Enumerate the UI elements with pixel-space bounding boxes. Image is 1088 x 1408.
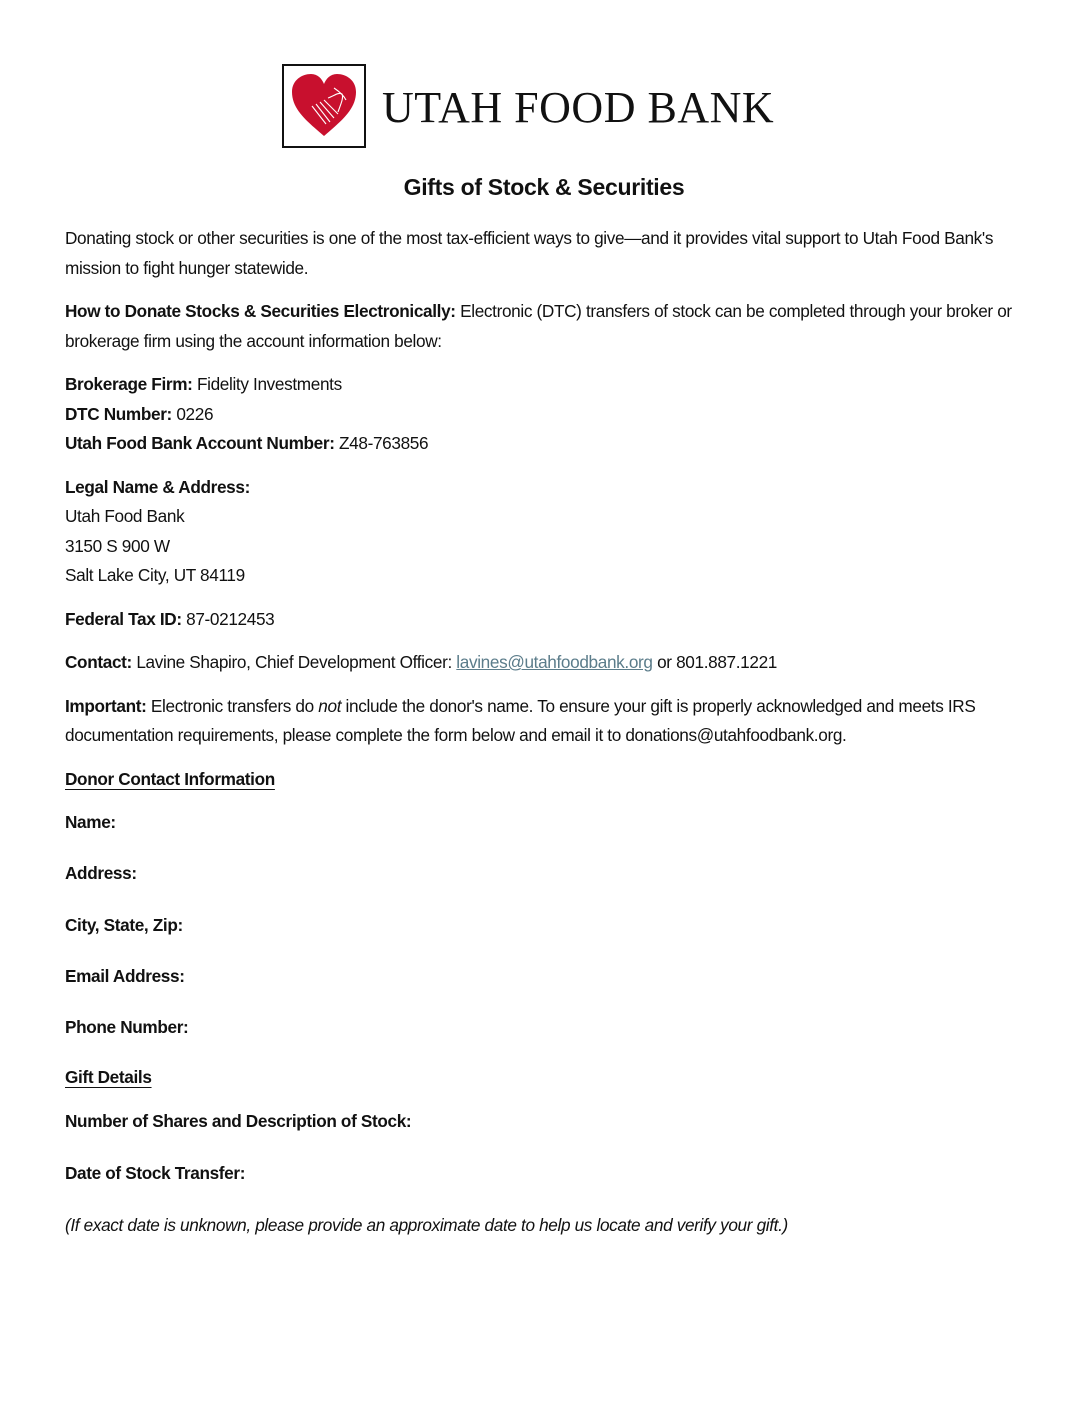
dtc-value: 0226: [171, 403, 214, 424]
legal-label: [65, 473, 1025, 503]
logo-text: UTAH FOOD BANK: [382, 83, 775, 132]
how-to-label: How to Donate Stocks & Securities Electronically:: [65, 301, 456, 321]
utah-food-bank-logo: [282, 64, 774, 148]
donor-section-heading: Donor Contact Information: [65, 768, 275, 789]
contact-line: [65, 648, 1025, 678]
account-line: [65, 429, 1025, 459]
important-paragraph: [65, 692, 1025, 751]
account-label: Utah Food Bank Account Number:: [65, 433, 335, 453]
tax-id-value: 87-0212453: [181, 608, 275, 629]
how-to-paragraph: [65, 297, 1025, 356]
important-text-after: include the donor's name. To ensure your gift is properly acknowledged and meets IRS documentation requirements, please complete the form below and email it to donations@utahfoodbank.org.: [65, 695, 976, 745]
heart-hands-icon: [282, 64, 366, 148]
account-value: Z48-763856: [334, 433, 429, 453]
donor-fields: [65, 808, 1025, 1063]
important-text-before: Electronic transfers do: [146, 695, 319, 716]
field-shares-description[interactable]: Number of Shares and Description of Stock:: [65, 1110, 412, 1131]
page-title: Gifts of Stock & Securities: [403, 174, 685, 200]
contact-label: Contact:: [65, 652, 132, 672]
intro-paragraph: Donating stock or other securities is one of the most tax-efficient ways to give—and it provides vital support to Utah Food Bank's mission to fight hunger statewide.: [65, 228, 994, 278]
contact-phone: or 801.887.1221: [652, 652, 778, 672]
field-email-address[interactable]: Email Address:: [65, 966, 185, 986]
dtc-label: DTC Number:: [65, 403, 172, 424]
important-label: Important:: [65, 695, 147, 716]
legal-city: Salt Lake City, UT 84119: [65, 565, 245, 585]
contact-email-link[interactable]: lavines@utahfoodbank.org: [456, 652, 653, 672]
tax-id-label: Federal Tax ID:: [65, 608, 182, 629]
contact-text: Lavine Shapiro, Chief Development Officer:: [131, 652, 457, 672]
tax-id-line: [65, 605, 1025, 635]
account-info: [65, 370, 1025, 459]
field-phone-number[interactable]: Phone Number:: [65, 1017, 189, 1037]
field-name[interactable]: Name:: [65, 812, 116, 832]
how-to-text: Electronic (DTC) transfers of stock can be completed through your broker or brokerage firm using the account information below:: [65, 301, 1012, 351]
gift-fields: [65, 1107, 1025, 1211]
important-emphasis: not: [318, 695, 342, 716]
field-address[interactable]: Address:: [65, 863, 137, 883]
field-transfer-date[interactable]: Date of Stock Transfer:: [65, 1162, 246, 1183]
legal-name: Utah Food Bank: [65, 506, 185, 526]
brokerage-line: [65, 370, 1025, 400]
brokerage-value: Fidelity Investments: [192, 374, 342, 394]
legal-street: 3150 S 900 W: [65, 535, 170, 556]
dtc-line: [65, 400, 1025, 430]
legal-label-text: Legal Name & Address:: [65, 476, 250, 497]
legal-address: [65, 473, 1025, 591]
date-note: (If exact date is unknown, please provide an approximate date to help us locate and verify your gift.): [65, 1214, 788, 1235]
field-city-state-zip[interactable]: City, State, Zip:: [65, 915, 183, 935]
brokerage-label: Brokerage Firm:: [65, 374, 193, 394]
document-body: [65, 224, 1025, 1240]
gift-section-heading: Gift Details: [65, 1067, 152, 1087]
